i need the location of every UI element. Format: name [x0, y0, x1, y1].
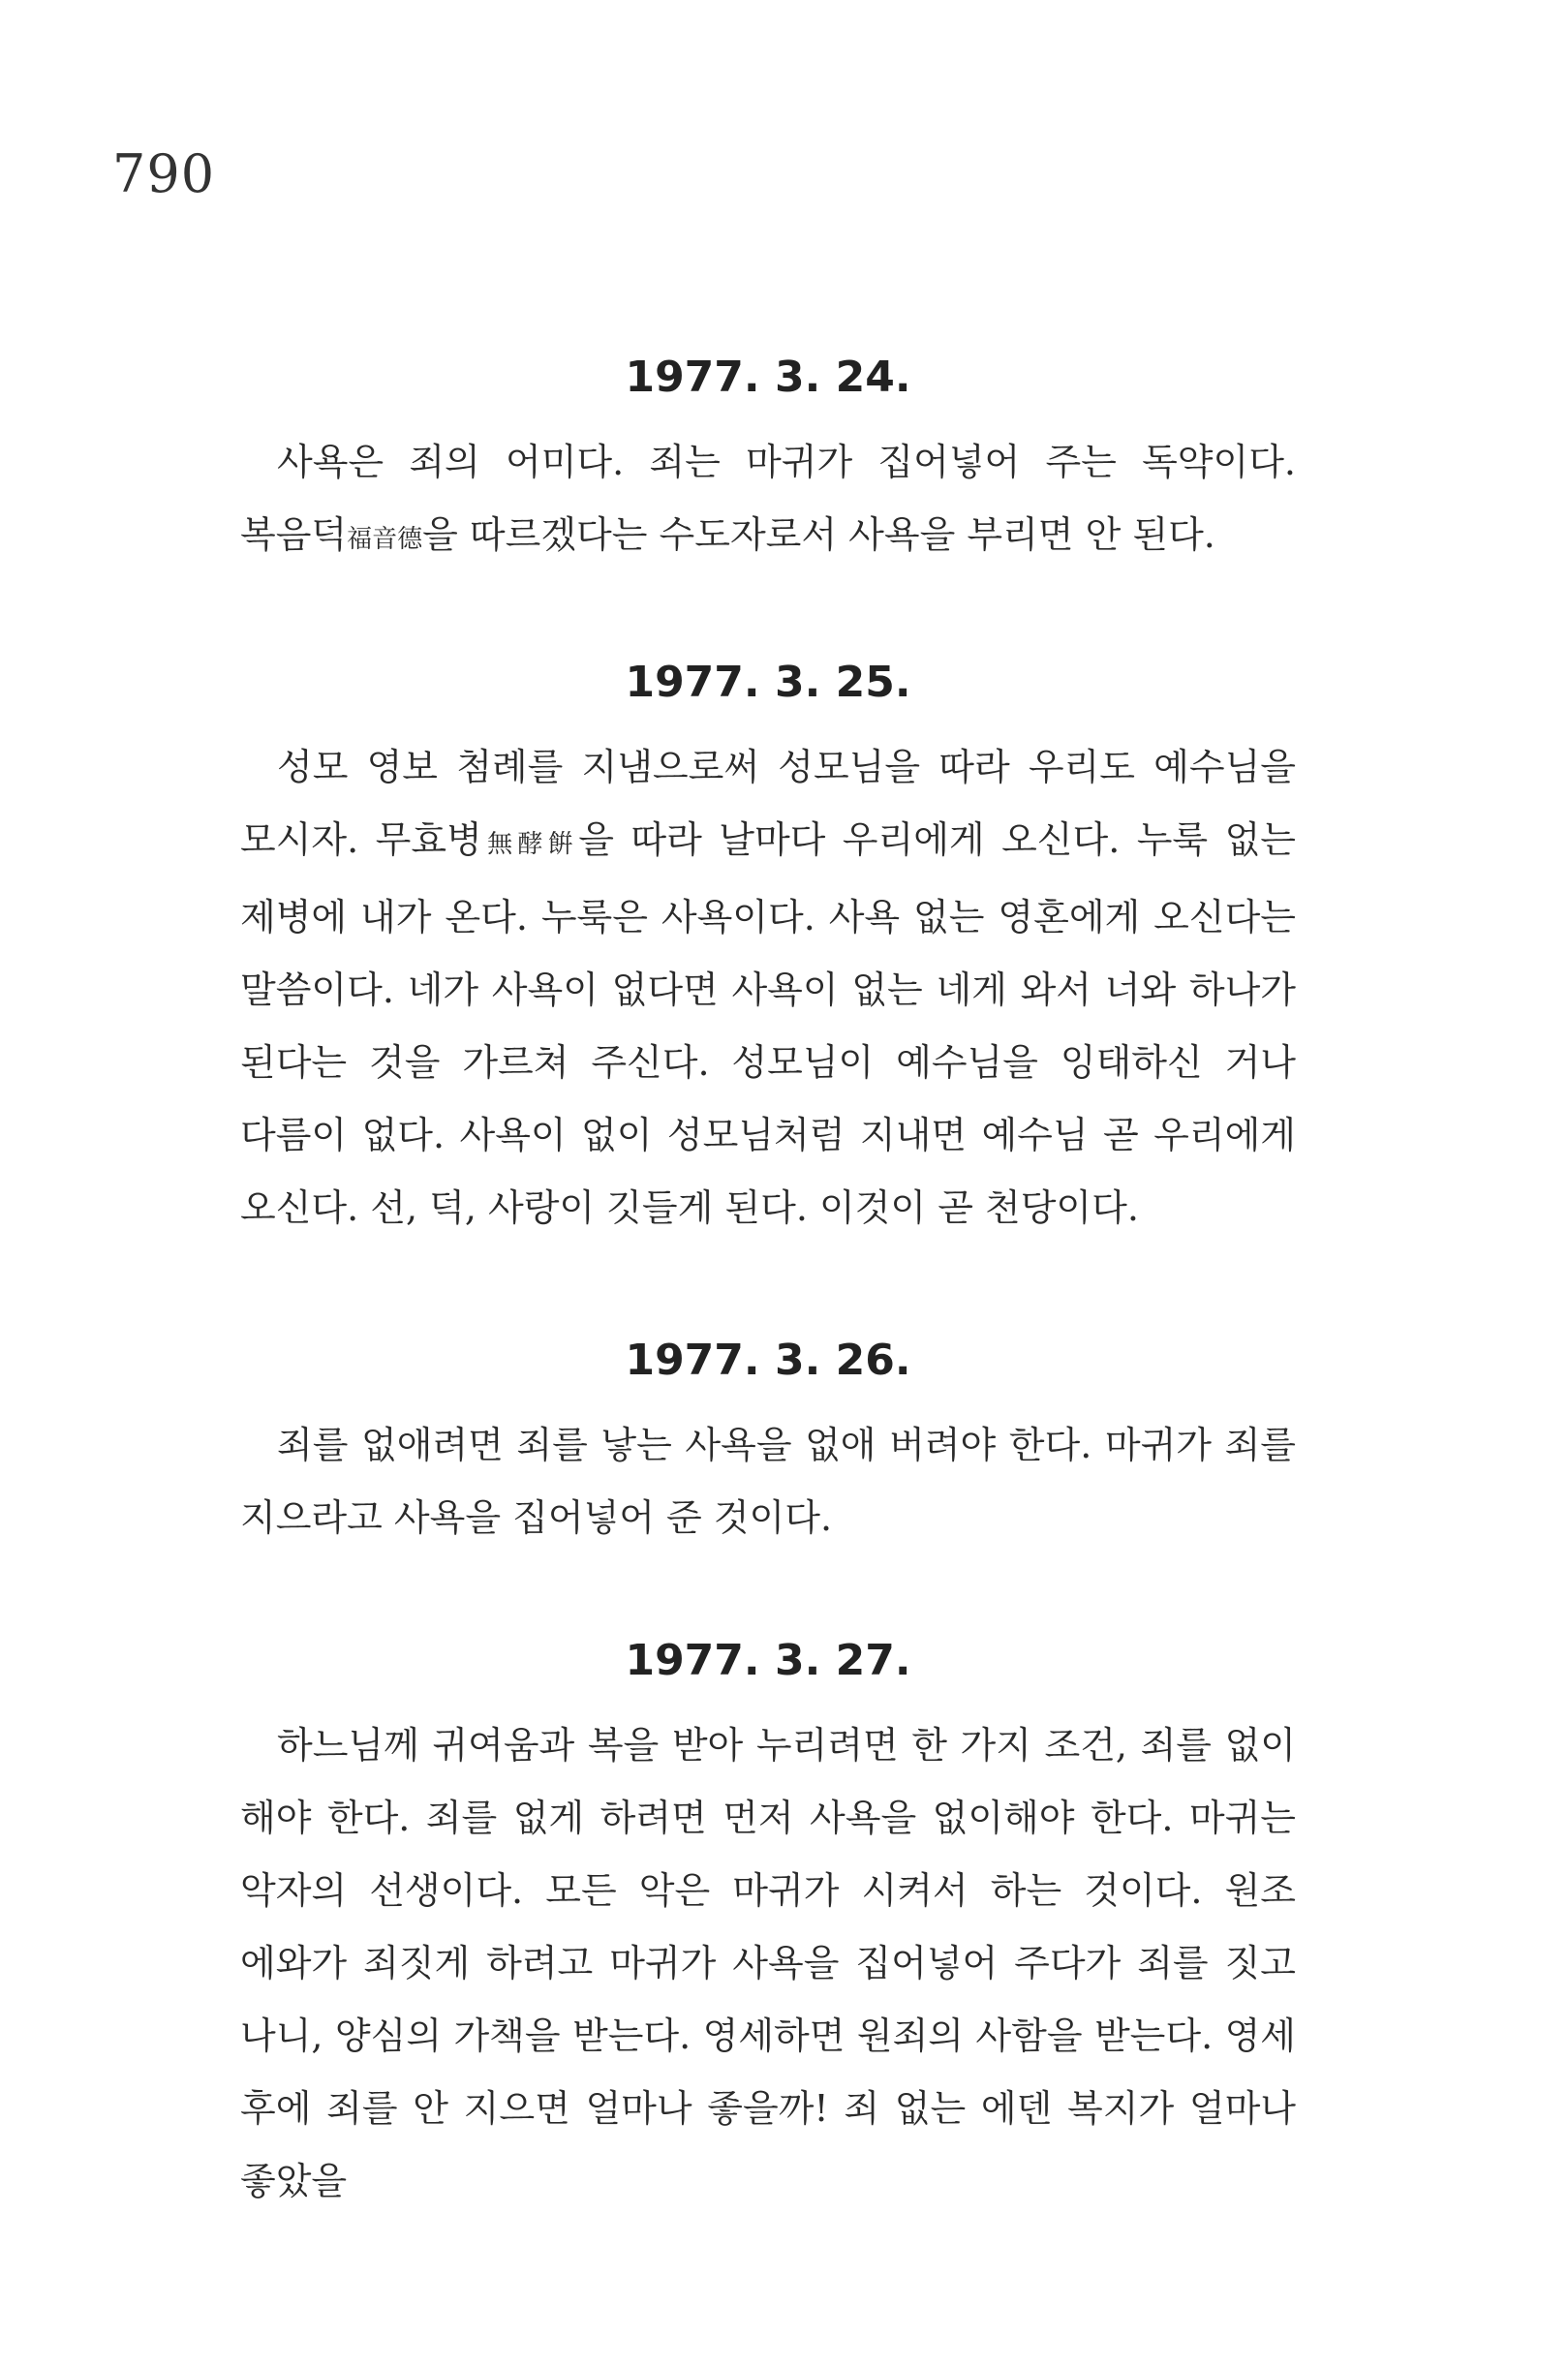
- entry-date: 1977. 3. 25.: [625, 658, 911, 707]
- entry-date: 1977. 3. 24.: [625, 353, 911, 402]
- entry-date: 1977. 3. 27.: [625, 1636, 911, 1685]
- diary-entry: [240, 654, 1296, 1245]
- entry-date: 1977. 3. 26.: [625, 1336, 911, 1385]
- entry-text: 죄를 없애려면 죄를 낳는 사욕을 없애 버려야 한다. 마귀가 죄를 지으라고 사욕을 집어넣어 준 것이다.: [240, 1424, 1296, 1539]
- page-number: 790: [112, 143, 216, 204]
- entry-text: 하느님께 귀여움과 복을 받아 누리려면 한 가지 조건, 죄를 없이 해야 한다. 죄를 없게 하려면 먼저 사욕을 없이해야 한다. 마귀는 악자의 선생이다. 모든 악은 마귀가 시켜서 하는 것이다. 원조 에와가 죄짓게 하려고 마귀가 사욕을 집어넣어 주다가 죄를 짓고 나니, 양심의 가책을 받는다. 영세하면 원죄의 사함을 받는다. 영세 후에 죄를 안 지으면 얼마나 좋을까! 죄 없는 에덴 복지가 얼마나 좋았을: [240, 1724, 1296, 2202]
- diary-entry: [240, 1632, 1296, 2218]
- page-body: [240, 349, 1296, 2282]
- entry-text-part: 을 따라 날마다 우리에게 오신다. 누룩 없는 제병에 내가 온다. 누룩은 사욕이다. 사욕 없는 영혼에게 오신다는 말씀이다. 네가 사욕이 없다면 사욕이 없는 네게 와서 너와 하나가 된다는 것을 가르쳐 주신다. 성모님이 예수님을 잉태하신 거나 다름이 없다. 사욕이 없이 성모님처럼 지내면 예수님 곧 우리에게 오신다. 선, 덕, 사랑이 깃들게 된다. 이것이 곧 천당이다.: [240, 818, 1296, 1229]
- entry-text-part: 사욕은 죄의 어미다. 죄는 마귀가 집어넣어 주는 독약이다. 복음덕: [240, 441, 1296, 556]
- entry-text: [240, 731, 1296, 1245]
- hanja-annotation: 福音德: [347, 525, 423, 554]
- entry-text-part: 성모 영보 첨례를 지냄으로써 성모님을 따라 우리도 예수님을 모시자. 무효병: [240, 746, 1296, 861]
- diary-entry: [240, 349, 1296, 576]
- diary-entry: [240, 1332, 1296, 1554]
- entry-text: [240, 426, 1296, 576]
- entry-text-part: 을 따르겠다는 수도자로서 사욕을 부리면 안 된다.: [422, 513, 1215, 556]
- hanja-annotation: 無酵餠: [481, 830, 579, 859]
